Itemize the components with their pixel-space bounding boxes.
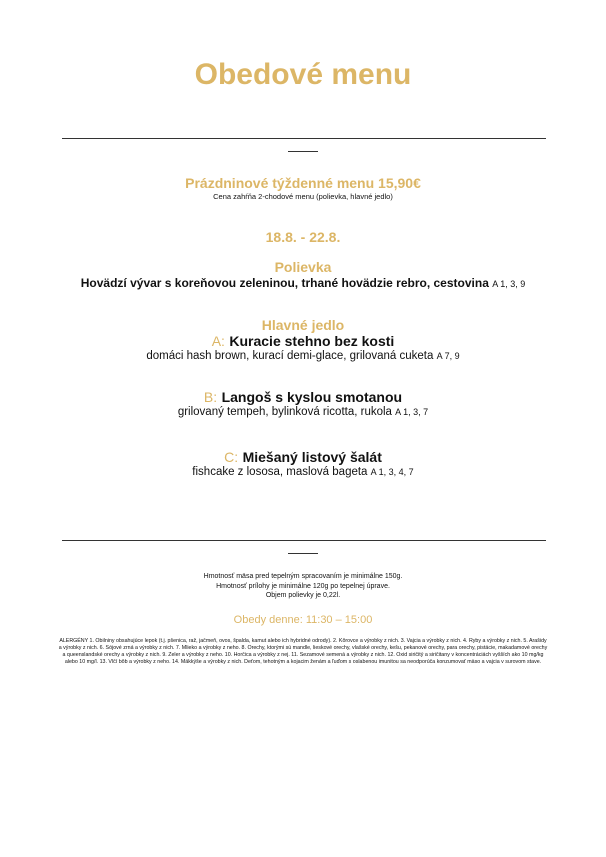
weekly-menu-note: Cena zahŕňa 2-chodové menu (polievka, hlavné jedlo) (213, 192, 393, 201)
note-side-weight: Hmotnosť prílohy je minimálne 120g po tepelnej úprave. (216, 582, 390, 590)
dish-b-description (0, 406, 606, 418)
bottom-divider (62, 540, 546, 541)
dish-a-allergens: A 7, 9 (436, 351, 460, 361)
dish-b-name: Langoš s kyslou smotanou (221, 389, 403, 405)
top-divider (62, 138, 546, 139)
dish-c-allergens: A 1, 3, 4, 7 (370, 467, 414, 477)
dish-a-name: Kuracie stehno bez kosti (229, 333, 395, 349)
soup-heading: Polievka (274, 259, 332, 275)
dish-b-desc-text: grilovaný tempeh, bylinková ricotta, rukola (177, 406, 392, 418)
bottom-divider-short (288, 553, 318, 554)
dish-b-letter: B: (203, 389, 218, 405)
main-course-heading: Hlavné jedlo (261, 317, 345, 333)
top-divider-short (288, 151, 318, 152)
dish-c-desc-text: fishcake z lososa, maslová bageta (192, 466, 368, 478)
dish-c-title (0, 449, 606, 467)
dish-b-title (0, 389, 606, 407)
dish-a-description (0, 350, 606, 362)
dish-b-allergens: A 1, 3, 7 (395, 407, 429, 417)
date-range: 18.8. - 22.8. (265, 229, 341, 245)
page-title: Obedové menu (194, 58, 412, 91)
dish-a-letter: A: (211, 333, 225, 349)
lunch-hours: Obedy denne: 11:30 – 15:00 (233, 614, 373, 626)
allergen-legend: ALERGÉNY 1. Obilniny obsahujúce lepok (t.j. pšenica, raž, jačmeň, ovos, špalda, kamut alebo ich hybridné odrody). 2. Kôrovce a výrobky z nich. 3. Vajcia a výrobky z nich. 4. Ryby a výrobky z nich. 5. Arašidy a výrobky z nich. 6. Sójové zrná a výrobky z nich. 7. Mlieko a výrobky z neho. 8. Orechy, ktorými sú mandle, lieskové orechy, vlašské orechy, kešu, pekanové orechy, para orechy, pistácie, makadamové orechy a queenslandské orechy a výrobky z nich. 9. Zeler a výrobky z neho. 10. Horčica a výrobky z nej. 11. Sezamové semená a výrobky z nich. 12. Oxid siričitý a siričitany v koncentráciách vyšších ako 10 mg/kg alebo 10 mg/l. 13. Vlčí bôb a výrobky z neho. 14. Mäkkýše a výrobky z nich. Deťom, tehotným a kojacim ženám a ľuďom s oslabenou imunitou sa neodporúča konzumovať mäso a vajcia v surovom stave. (58, 638, 548, 665)
dish-c-name: Miešaný listový šalát (242, 449, 382, 465)
note-soup-volume: Objem polievky je 0,22l. (265, 592, 341, 599)
portion-notes (0, 572, 606, 601)
dish-a-desc-text: domáci hash brown, kurací demi-glace, grilovaná cuketa (146, 350, 434, 362)
soup-allergens: A 1, 3, 9 (492, 279, 526, 289)
weekly-menu-heading: Prázdninové týždenné menu 15,90€ (185, 175, 421, 191)
soup-dish-name: Hovädzí vývar s koreňovou zeleninou, trhané hovädzie rebro, cestovina (80, 276, 489, 290)
dish-c-letter: C: (224, 449, 239, 465)
soup-dish (0, 276, 606, 290)
note-meat-weight: Hmotnosť mäsa pred tepelným spracovaním je minimálne 150g. (203, 573, 403, 580)
dish-a-title (0, 333, 606, 351)
dish-c-description (0, 466, 606, 478)
